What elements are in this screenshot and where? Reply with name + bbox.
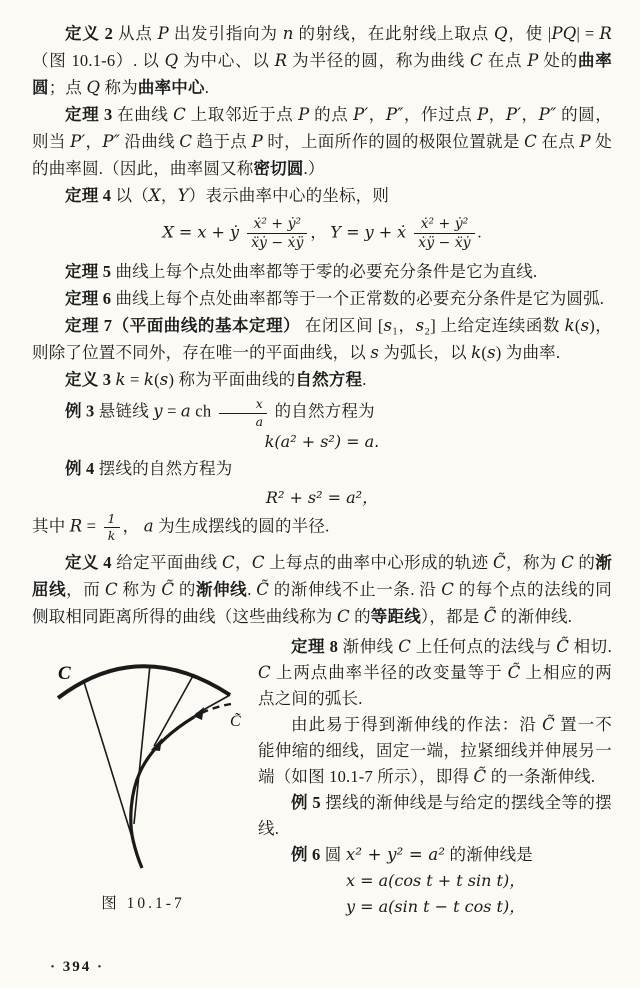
- text-run: s: [580, 316, 590, 336]
- text-run: C: [173, 105, 186, 124]
- text-run: 定理 3: [65, 105, 113, 124]
- text-run: 上两点曲率半径的改变量等于: [270, 662, 508, 682]
- text-run: 为半径的圆，称为曲线: [287, 51, 470, 70]
- text-run: 时，上面所作的圆的极限位置就是: [262, 132, 525, 151]
- paragraph-example-3: [32, 397, 612, 429]
- text-run: a: [180, 401, 191, 421]
- text-run: ，: [234, 552, 252, 572]
- text-run: 等距线: [370, 606, 421, 626]
- text-run: C̃: [492, 552, 506, 572]
- two-column-section: [32, 634, 612, 920]
- label-curve-c-tilde: C̃: [230, 712, 241, 730]
- formula-curvature-center: [32, 216, 612, 251]
- text-run: 称为: [100, 78, 138, 97]
- text-run: (: [574, 316, 581, 336]
- text-run: 为弧长，以: [379, 343, 472, 363]
- text-run: P: [477, 105, 489, 124]
- text-run: 由此易于得到渐伸线的作法：沿: [291, 714, 543, 734]
- text-run: P: [579, 132, 591, 151]
- text-run: 的: [573, 552, 596, 572]
- text-run: k: [143, 370, 155, 390]
- text-run: ，: [160, 186, 178, 205]
- text-run: R: [69, 516, 83, 536]
- paragraph-theorem-6: [32, 285, 612, 312]
- text-run: P′: [70, 132, 86, 151]
- text-run: 置一不能伸缩的细线，固定一端，拉紧细线并伸展另一端（如图 10.1-7 所示），即得: [258, 714, 612, 786]
- example-3-before: [65, 402, 216, 421]
- text-run: C: [221, 552, 235, 572]
- text-run: =: [162, 401, 181, 421]
- text-run: (: [154, 370, 160, 390]
- text-run: Q: [86, 78, 101, 97]
- string-line-3: [154, 674, 194, 746]
- text-run: C̃: [256, 579, 270, 599]
- text-run: ，称为: [505, 552, 562, 572]
- text-run: P′: [353, 105, 369, 124]
- text-run: .: [247, 579, 257, 599]
- text-run: 定理 5: [65, 262, 112, 282]
- fraction-x-denominator: ẍẏ − ẋÿ: [251, 235, 304, 252]
- paragraph-example-5: [258, 790, 612, 842]
- formula-involute-x: x = a(cos t + t sin t)，: [346, 870, 526, 890]
- text-run: 给定平面曲线: [111, 552, 222, 572]
- text-run: 以（: [111, 186, 149, 205]
- text-run: .）: [303, 159, 325, 178]
- text-run: 为中心、以: [178, 51, 275, 70]
- text-run: Y: [177, 186, 189, 205]
- text-run: ，: [122, 516, 144, 536]
- text-run: 曲率圆: [32, 51, 612, 97]
- text-run: 例 4: [65, 458, 95, 478]
- text-run: ，作过点: [403, 105, 478, 124]
- paragraph-theorem-7: [32, 312, 612, 366]
- text-run: 定义 3: [65, 370, 112, 390]
- text-run: 渐伸线: [196, 579, 248, 599]
- fraction-x: [247, 216, 307, 251]
- text-run: P: [527, 51, 539, 70]
- paragraph-theorem-5: [32, 258, 612, 285]
- text-run: C̃: [161, 579, 175, 599]
- involute-construction-drawing: [32, 646, 250, 876]
- text-run: 定理 6: [65, 289, 112, 309]
- text-run: P: [251, 132, 263, 151]
- text-run: 处的: [538, 51, 578, 70]
- text-run: 出发引指向为: [168, 24, 283, 43]
- figure-10-1-7: [32, 634, 254, 913]
- text-run: 在点: [536, 132, 580, 151]
- text-run: 相切.: [569, 636, 612, 656]
- formula-cycloid-natural-equation: R² + s² = a²，: [265, 487, 379, 507]
- text-run: 在曲线: [112, 105, 174, 124]
- text-run: 的: [174, 579, 196, 599]
- text-run: 为生成摆线的圆的半径.: [153, 516, 330, 536]
- text-run: 的渐伸线.: [496, 606, 573, 626]
- text-run: C: [251, 552, 265, 572]
- text-run: x² + y² = a²: [345, 844, 446, 864]
- text-run: ₁，: [392, 316, 416, 336]
- text-run: C: [105, 579, 118, 599]
- text-run: 上每点的曲率中心形成的轨迹: [264, 552, 493, 572]
- fraction-numerator: 1: [104, 512, 120, 528]
- paragraph-definition-4: [32, 549, 612, 630]
- text-run: 在点: [482, 51, 528, 70]
- text-run: C: [398, 636, 412, 656]
- text-run: C: [441, 579, 455, 599]
- text-run: =: [82, 516, 101, 536]
- text-run: 的渐伸线是: [445, 844, 534, 864]
- text-run: （图 10.1-6）. 以: [32, 51, 165, 70]
- text-run: 在闭区间 [: [300, 316, 384, 336]
- text-run: k: [564, 316, 575, 336]
- text-run: 定理 7（平面曲线的基本定理）: [65, 316, 301, 336]
- text-run: 定义 2: [65, 24, 114, 43]
- formula-involute-y: y = a(sin t − t cos t)，: [346, 896, 526, 916]
- text-run: P: [298, 105, 310, 124]
- fraction-denominator: a: [255, 413, 264, 429]
- text-run: 处的曲率圆.（因此，曲率圆又称: [32, 132, 613, 178]
- text-run: s: [370, 343, 379, 363]
- text-run: C̃: [483, 606, 497, 626]
- text-run: ₂] 上给定连续函数: [424, 316, 565, 336]
- text-run: Q: [493, 24, 508, 43]
- text-run: 的射线，在此射线上取点: [293, 24, 494, 43]
- text-run: R: [599, 24, 612, 43]
- paragraph-theorem-8: [258, 634, 612, 712]
- paragraph-definition-2: [32, 20, 612, 101]
- text-run: (: [481, 343, 488, 363]
- text-run: k: [115, 370, 126, 390]
- text-run: C̃: [473, 766, 487, 786]
- text-run: ，使 |: [507, 24, 552, 43]
- formula-x-lhs: X = x + ẏ: [162, 222, 245, 242]
- text-run: =: [125, 370, 144, 390]
- text-run: 定理 4: [65, 186, 112, 205]
- text-run: P″: [102, 132, 120, 151]
- text-run: 的: [349, 606, 371, 626]
- text-run: 的点: [309, 105, 354, 124]
- text-run: C: [258, 662, 271, 682]
- text-run: 从点: [113, 24, 158, 43]
- text-run: C: [179, 132, 193, 151]
- text-run: P: [157, 24, 169, 43]
- text-run: 密切圆: [253, 159, 304, 178]
- text-run: 其中: [32, 516, 70, 536]
- formula-period: .: [477, 224, 482, 242]
- formula-y-lhs: Y = y + ẋ: [330, 222, 412, 242]
- arrowhead-icon: [193, 707, 204, 720]
- text-run: ，而: [66, 579, 106, 599]
- text-run: 曲率中心: [137, 78, 205, 97]
- string-line-2: [134, 665, 150, 824]
- fraction-one-over-k: [104, 512, 120, 544]
- text-run: X: [148, 186, 161, 205]
- text-run: .: [362, 370, 367, 390]
- paragraph-definition-3: [32, 366, 612, 393]
- text-run: s: [159, 370, 169, 390]
- paragraph-involute-construction: [258, 712, 612, 790]
- text-run: ；点: [48, 78, 87, 97]
- text-run: 定理 8: [291, 636, 339, 656]
- text-run: y: [153, 401, 163, 421]
- text-run: P′: [505, 105, 522, 124]
- text-run: ) 称为平面曲线的: [168, 370, 296, 390]
- text-run: ，: [85, 132, 103, 151]
- text-run: ），都是: [420, 606, 484, 626]
- text-run: )，则除了位置不同外，存在唯一的平面曲线，以: [32, 316, 613, 363]
- text-run: 趋于点: [192, 132, 252, 151]
- text-run: 的每个点的法线的同侧取相同距离所得的曲线（这些曲线称为: [32, 579, 613, 626]
- text-run: R: [274, 51, 288, 70]
- text-run: 悬链线: [94, 401, 154, 421]
- text-run: s: [383, 316, 393, 336]
- text-run: 的圆，则当: [32, 105, 612, 151]
- text-run: ）表示曲率中心的坐标，则: [188, 186, 390, 205]
- text-run: 曲线上每个点处曲率都等于一个正常数的必要充分条件是它为圆弧.: [111, 289, 605, 309]
- text-run: C̃: [556, 636, 570, 656]
- text-run: C: [561, 552, 574, 572]
- text-run: PQ: [551, 24, 577, 43]
- text-run: ) 为曲率.: [495, 343, 561, 363]
- text-run: 定义 4: [65, 552, 112, 572]
- text-run: 称为: [117, 579, 162, 599]
- text-run: 摆线的自然方程为: [94, 458, 233, 478]
- text-run: 自然方程: [295, 370, 363, 390]
- text-run: 的自然方程为: [270, 401, 375, 421]
- figure-caption: 图 10.1-7: [101, 894, 185, 912]
- paragraph-example-4: [32, 455, 612, 482]
- text-run: 渐屈线: [32, 552, 612, 599]
- formula-separator: ，: [310, 224, 331, 242]
- fraction-x-over-a: [219, 397, 268, 429]
- paragraph-example-6: [258, 842, 612, 868]
- text-run: | =: [576, 24, 600, 43]
- text-run: P″: [385, 105, 404, 124]
- text-run: C̃: [542, 714, 555, 734]
- page-number: · 394 ·: [50, 959, 105, 975]
- text-run: a: [143, 516, 154, 536]
- text-run: 沿曲线: [119, 132, 180, 151]
- text-run: 上任何点的法线与: [411, 636, 557, 656]
- text-run: 例 5: [291, 792, 321, 812]
- paragraph-theorem-3: [32, 101, 612, 182]
- text-run: 曲线上每个点处曲率都等于零的必要充分条件是它为直线.: [111, 262, 538, 282]
- r-line-after: [123, 517, 330, 536]
- text-run: ，: [521, 105, 539, 124]
- text-run: ch: [190, 401, 216, 421]
- text-run: C: [336, 606, 350, 626]
- text-run: 圆: [320, 844, 346, 864]
- fraction-numerator: x: [219, 397, 268, 413]
- example-3-after: [270, 402, 375, 421]
- text-run: 例 3: [65, 401, 95, 421]
- text-run: n: [282, 24, 294, 43]
- text-run: 上相应的两点之间的弧长.: [258, 662, 613, 708]
- fraction-y: [414, 216, 474, 251]
- text-run: C̃: [507, 662, 521, 682]
- text-run: .: [204, 78, 210, 97]
- paragraph-where-r-equals: [32, 512, 612, 544]
- text-run: 渐伸线: [338, 636, 399, 656]
- text-run: s: [415, 316, 425, 336]
- text-run: C: [469, 51, 483, 70]
- text-run: Q: [164, 51, 179, 70]
- text-run: k: [471, 343, 482, 363]
- text-run: 摆线的渐伸线是与给定的摆线全等的摆线.: [258, 792, 612, 838]
- fraction-x-numerator: ẋ² + ẏ²: [247, 216, 307, 234]
- fraction-y-denominator: ẋÿ − ẍẏ: [418, 235, 471, 252]
- text-run: 的一条渐伸线.: [486, 766, 596, 786]
- fraction-denominator: k: [107, 528, 116, 544]
- text-run: 的渐伸线不止一条. 沿: [269, 579, 442, 599]
- string-line-1: [84, 682, 139, 860]
- right-text-column: [254, 634, 612, 920]
- text-run: ，: [488, 105, 506, 124]
- text-run: 上取邻近于点: [186, 105, 299, 124]
- text-run: 例 6: [291, 844, 321, 864]
- text-run: C: [524, 132, 537, 151]
- text-run: P″: [538, 105, 557, 124]
- text-run: ，: [368, 105, 386, 124]
- label-curve-c: C: [58, 662, 71, 684]
- fraction-y-numerator: ẋ² + ẏ²: [414, 216, 474, 234]
- text-run: s: [487, 343, 496, 363]
- formula-catenary-natural-equation: k(a² + s²) = a.: [264, 431, 380, 451]
- curve-c-tilde-spiral: [131, 717, 194, 868]
- r-line-before: [32, 517, 101, 536]
- paragraph-theorem-4: [32, 182, 612, 209]
